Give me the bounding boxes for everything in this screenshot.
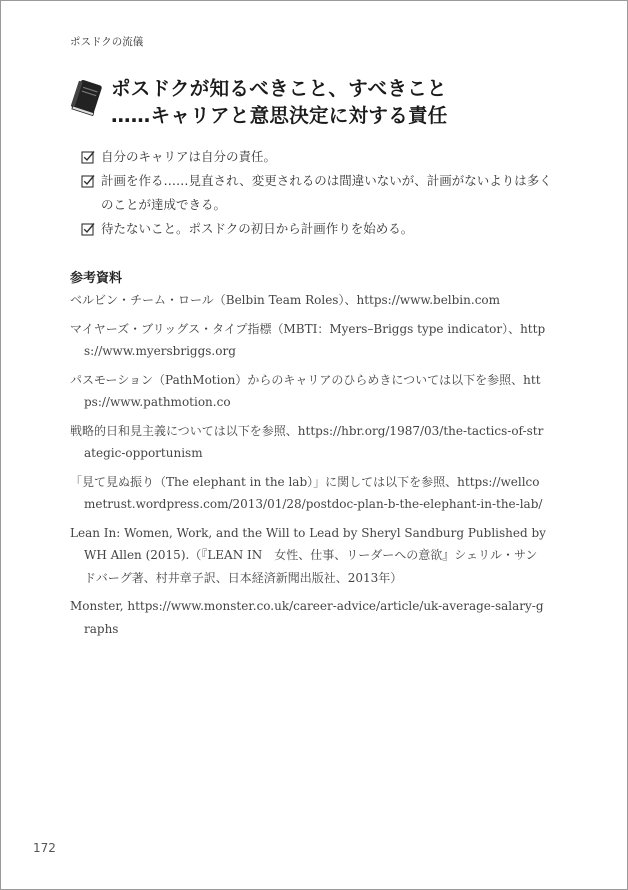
references-title: 参考資料 xyxy=(70,271,123,286)
checklist-item xyxy=(81,217,561,241)
checkbox-checked-icon xyxy=(81,222,95,236)
checklist-text: 自分のキャリアは自分の責任。 xyxy=(101,149,277,164)
notebook-icon xyxy=(67,77,107,119)
running-head: ポスドクの流儀 xyxy=(70,36,144,48)
reference-item: 戦略的日和見主義については以下を参照、https://hbr.org/1987/03/the-tactics-of-strategic-opportunism xyxy=(70,423,544,460)
checklist-item xyxy=(81,169,561,217)
section-heading xyxy=(67,75,567,129)
checklist-item xyxy=(81,145,561,169)
checklist-text: 待たないこと。ポスドクの初日から計画作りを始める。 xyxy=(101,221,414,236)
reference-item: マイヤーズ・ブリッグス・タイプ指標（MBTI：Myers–Briggs type indicator）、https://www.myersbriggs.org xyxy=(70,321,546,358)
checkbox-checked-icon xyxy=(81,174,95,188)
reference-item: Lean In: Women, Work, and the Will to Lead by Sheryl Sandburg Published by WH Allen (2015).（『LEAN IN 女性、仕事、リーダーへの意欲』シェリル・サンドバーグ著、村井章子訳、日本経済新聞出版社、2013年） xyxy=(70,525,546,585)
reference-item: Monster, https://www.monster.co.uk/career-advice/article/uk-average-salary-graphs xyxy=(70,599,544,636)
reference-item: 「見て見ぬ振り（The elephant in the lab）」に関しては以下を参照、https://wellcometrust.wordpress.com/2013/01/28/postdoc-plan-b-the-elephant-in-the-lab/ xyxy=(70,474,543,511)
page-number: 172 xyxy=(33,841,56,855)
heading-line-1: ポスドクが知るべきこと、すべきこと xyxy=(111,77,447,100)
references-section xyxy=(70,267,548,646)
heading-line-2: ……キャリアと意思決定に対する責任 xyxy=(111,104,448,127)
checklist xyxy=(81,145,561,241)
heading-title xyxy=(111,75,448,129)
checklist-text: 計画を作る……見直され、変更されるのは間違いないが、計画がないよりは多くのことが達成できる。 xyxy=(101,173,552,212)
reference-item: ベルビン・チーム・ロール（Belbin Team Roles）、https://www.belbin.com xyxy=(70,293,501,307)
checkbox-checked-icon xyxy=(81,150,95,164)
reference-item: パスモーション（PathMotion）からのキャリアのひらめきについては以下を参照、https://www.pathmotion.co xyxy=(70,372,541,409)
